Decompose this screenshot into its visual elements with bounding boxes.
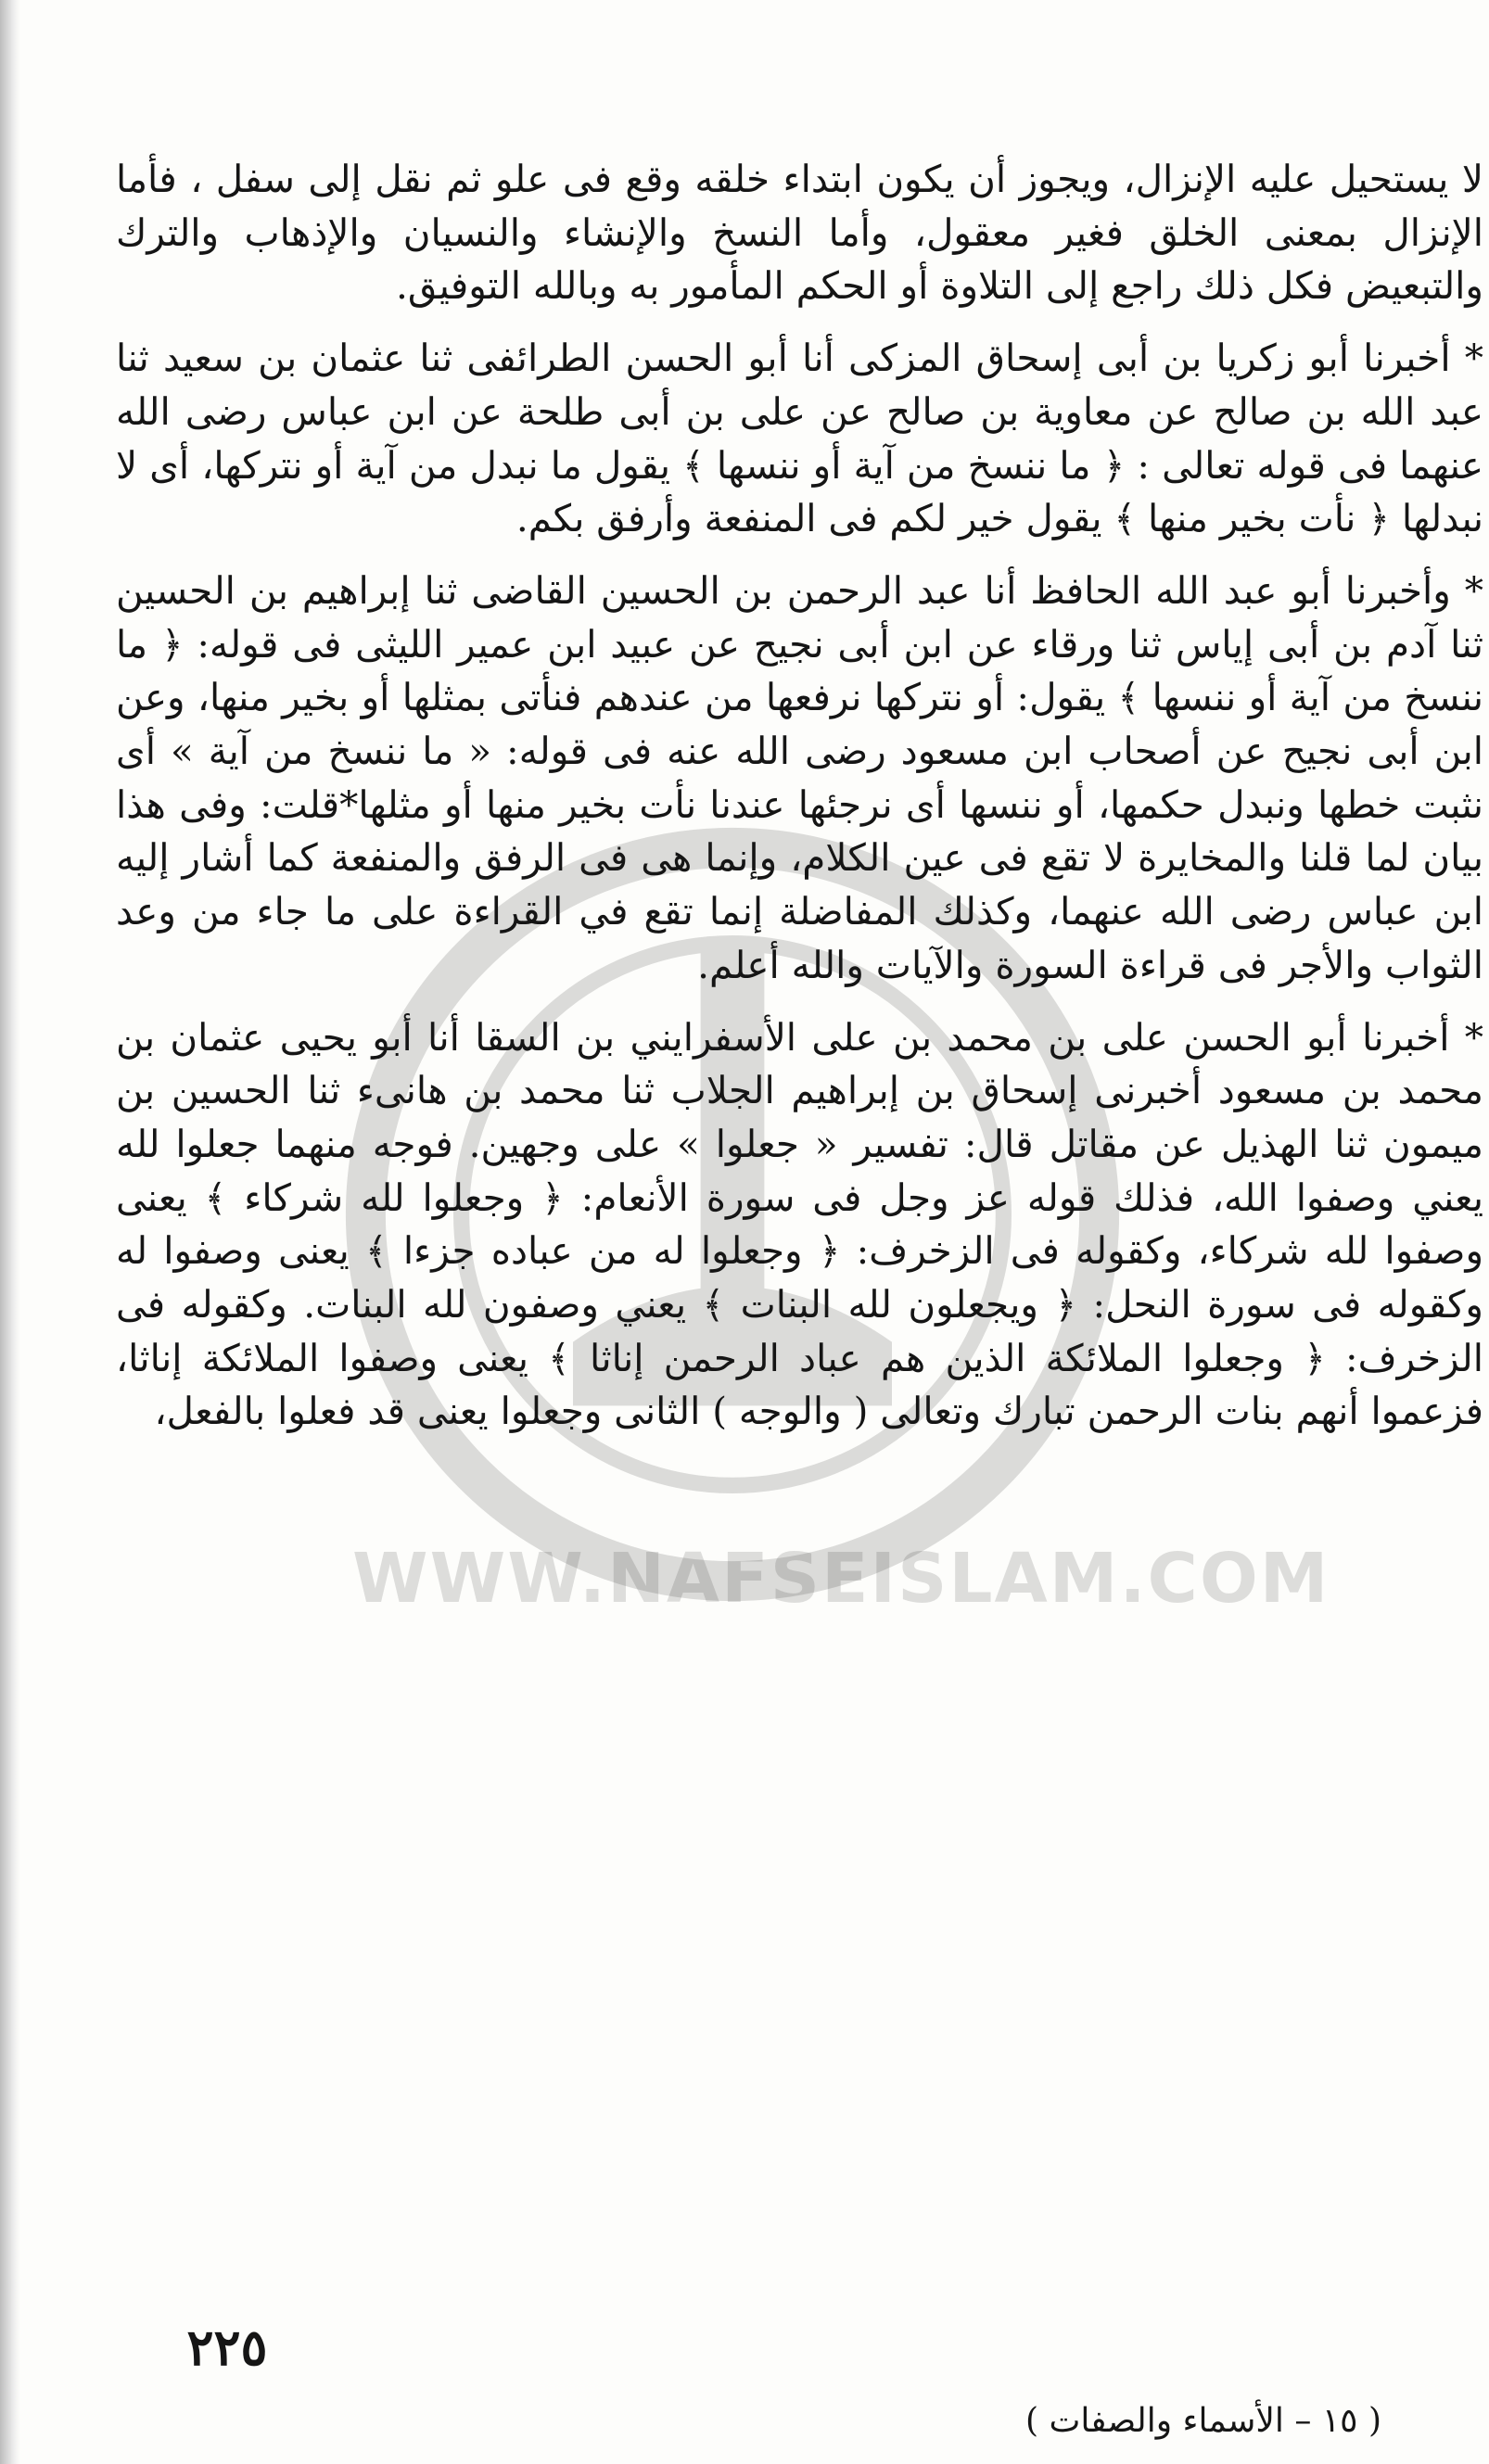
paragraph: * أخبرنا أبو زكريا بن أبى إسحاق المزكى أنا أبو الحسن الطرائفى ثنا عثمان بن سعيد ثنا عبد الله بن صالح عن معاوية بن صالح عن على بن أبى طلحة عن ابن عباس رضى الله عنهما فى قوله تعالى : ﴿ ما ننسخ من آية أو ننسها ﴾ يقول ما نبدل من آية أو نتركها، أى لا نبدلها ﴿ نأت بخير منها ﴾ يقول خير لكم فى المنفعة وأرفق بكم. <box>116 336 1483 541</box>
page-number: ٢٢٥ <box>186 2318 268 2377</box>
watermark-text: WWW.NAFSEISLAM.COM <box>352 1539 1330 1619</box>
paragraph: * أخبرنا أبو الحسن على بن محمد بن على الأسفرايني بن السقا أنا أبو يحيى عثمان بن محمد بن مسعود أخبرنى إسحاق بن إبراهيم الجلاب ثنا محمد بن هانىء ثنا الحسين بن ميمون ثنا الهذيل عن مقاتل قال: تفسير « جعلوا » على وجهين. فوجه منهما جعلوا لله يعني وصفوا الله، فذلك قوله عز وجل فى سورة الأنعام: ﴿ وجعلوا لله شركاء ﴾ يعنى وصفوا لله شركاء، وكقوله فى الزخرف: ﴿ وجعلوا له من عباده جزءا ﴾ يعنى وصفوا له وكقوله فى سورة النحل: ﴿ ويجعلون لله البنات ﴾ يعني وصفون لله البنات. وكقوله فى الزخرف: ﴿ وجعلوا الملائكة الذين هم عباد الرحمن إناثا ﴾ يعنى وصفوا الملائكة إناثا، فزعموا أنهم بنات الرحمن تبارك وتعالى ( والوجه ) الثانى وجعلوا يعنى قد فعلوا بالفعل، <box>116 1014 1483 1434</box>
main-text <box>116 153 1483 1439</box>
signature-note: ( ١٥ – الأسماء والصفات ) <box>1024 2402 1381 2440</box>
paragraph: لا يستحيل عليه الإنزال، ويجوز أن يكون ابتداء خلقه وقع فى علو ثم نقل إلى سفل ، فأما الإنزال بمعنى الخلق فغير معقول، وأما النسخ والإنشاء والنسيان والإذهاب والترك والتبعيض فكل ذلك راجع إلى التلاوة أو الحكم المأمور به وبالله التوفيق. <box>116 157 1483 309</box>
paragraph: * وأخبرنا أبو عبد الله الحافظ أنا عبد الرحمن بن الحسين القاضى ثنا إبراهيم بن الحسين ثنا آدم بن أبى إياس ثنا ورقاء عن ابن أبى نجيح عن عبيد ابن عمير الليثى فى قوله: ﴿ ما ننسخ من آية أو ننسها ﴾ يقول: أو نتركها نرفعها من عندهم فنأتى بمثلها أو بخير منها، وعن ابن أبى نجيح عن أصحاب ابن مسعود رضى الله عنه فى قوله: « ما ننسخ من آية » أى نثبت خطها ونبدل حكمها، أو ننسها أى نرجئها عندنا نأت بخير منها أو مثلها*قلت: وفى هذا بيان لما قلنا والمخايرة لا تقع فى عين الكلام، وإنما هى فى الرفق والمنفعة كما أشار إليه ابن عباس رضى الله عنهما، وكذلك المفاضلة إنما تقع في القراءة على ما جاء من وعد الثواب والأجر فى قراءة السورة والآيات والله أعلم. <box>116 567 1484 987</box>
scan-edge <box>0 0 20 2464</box>
